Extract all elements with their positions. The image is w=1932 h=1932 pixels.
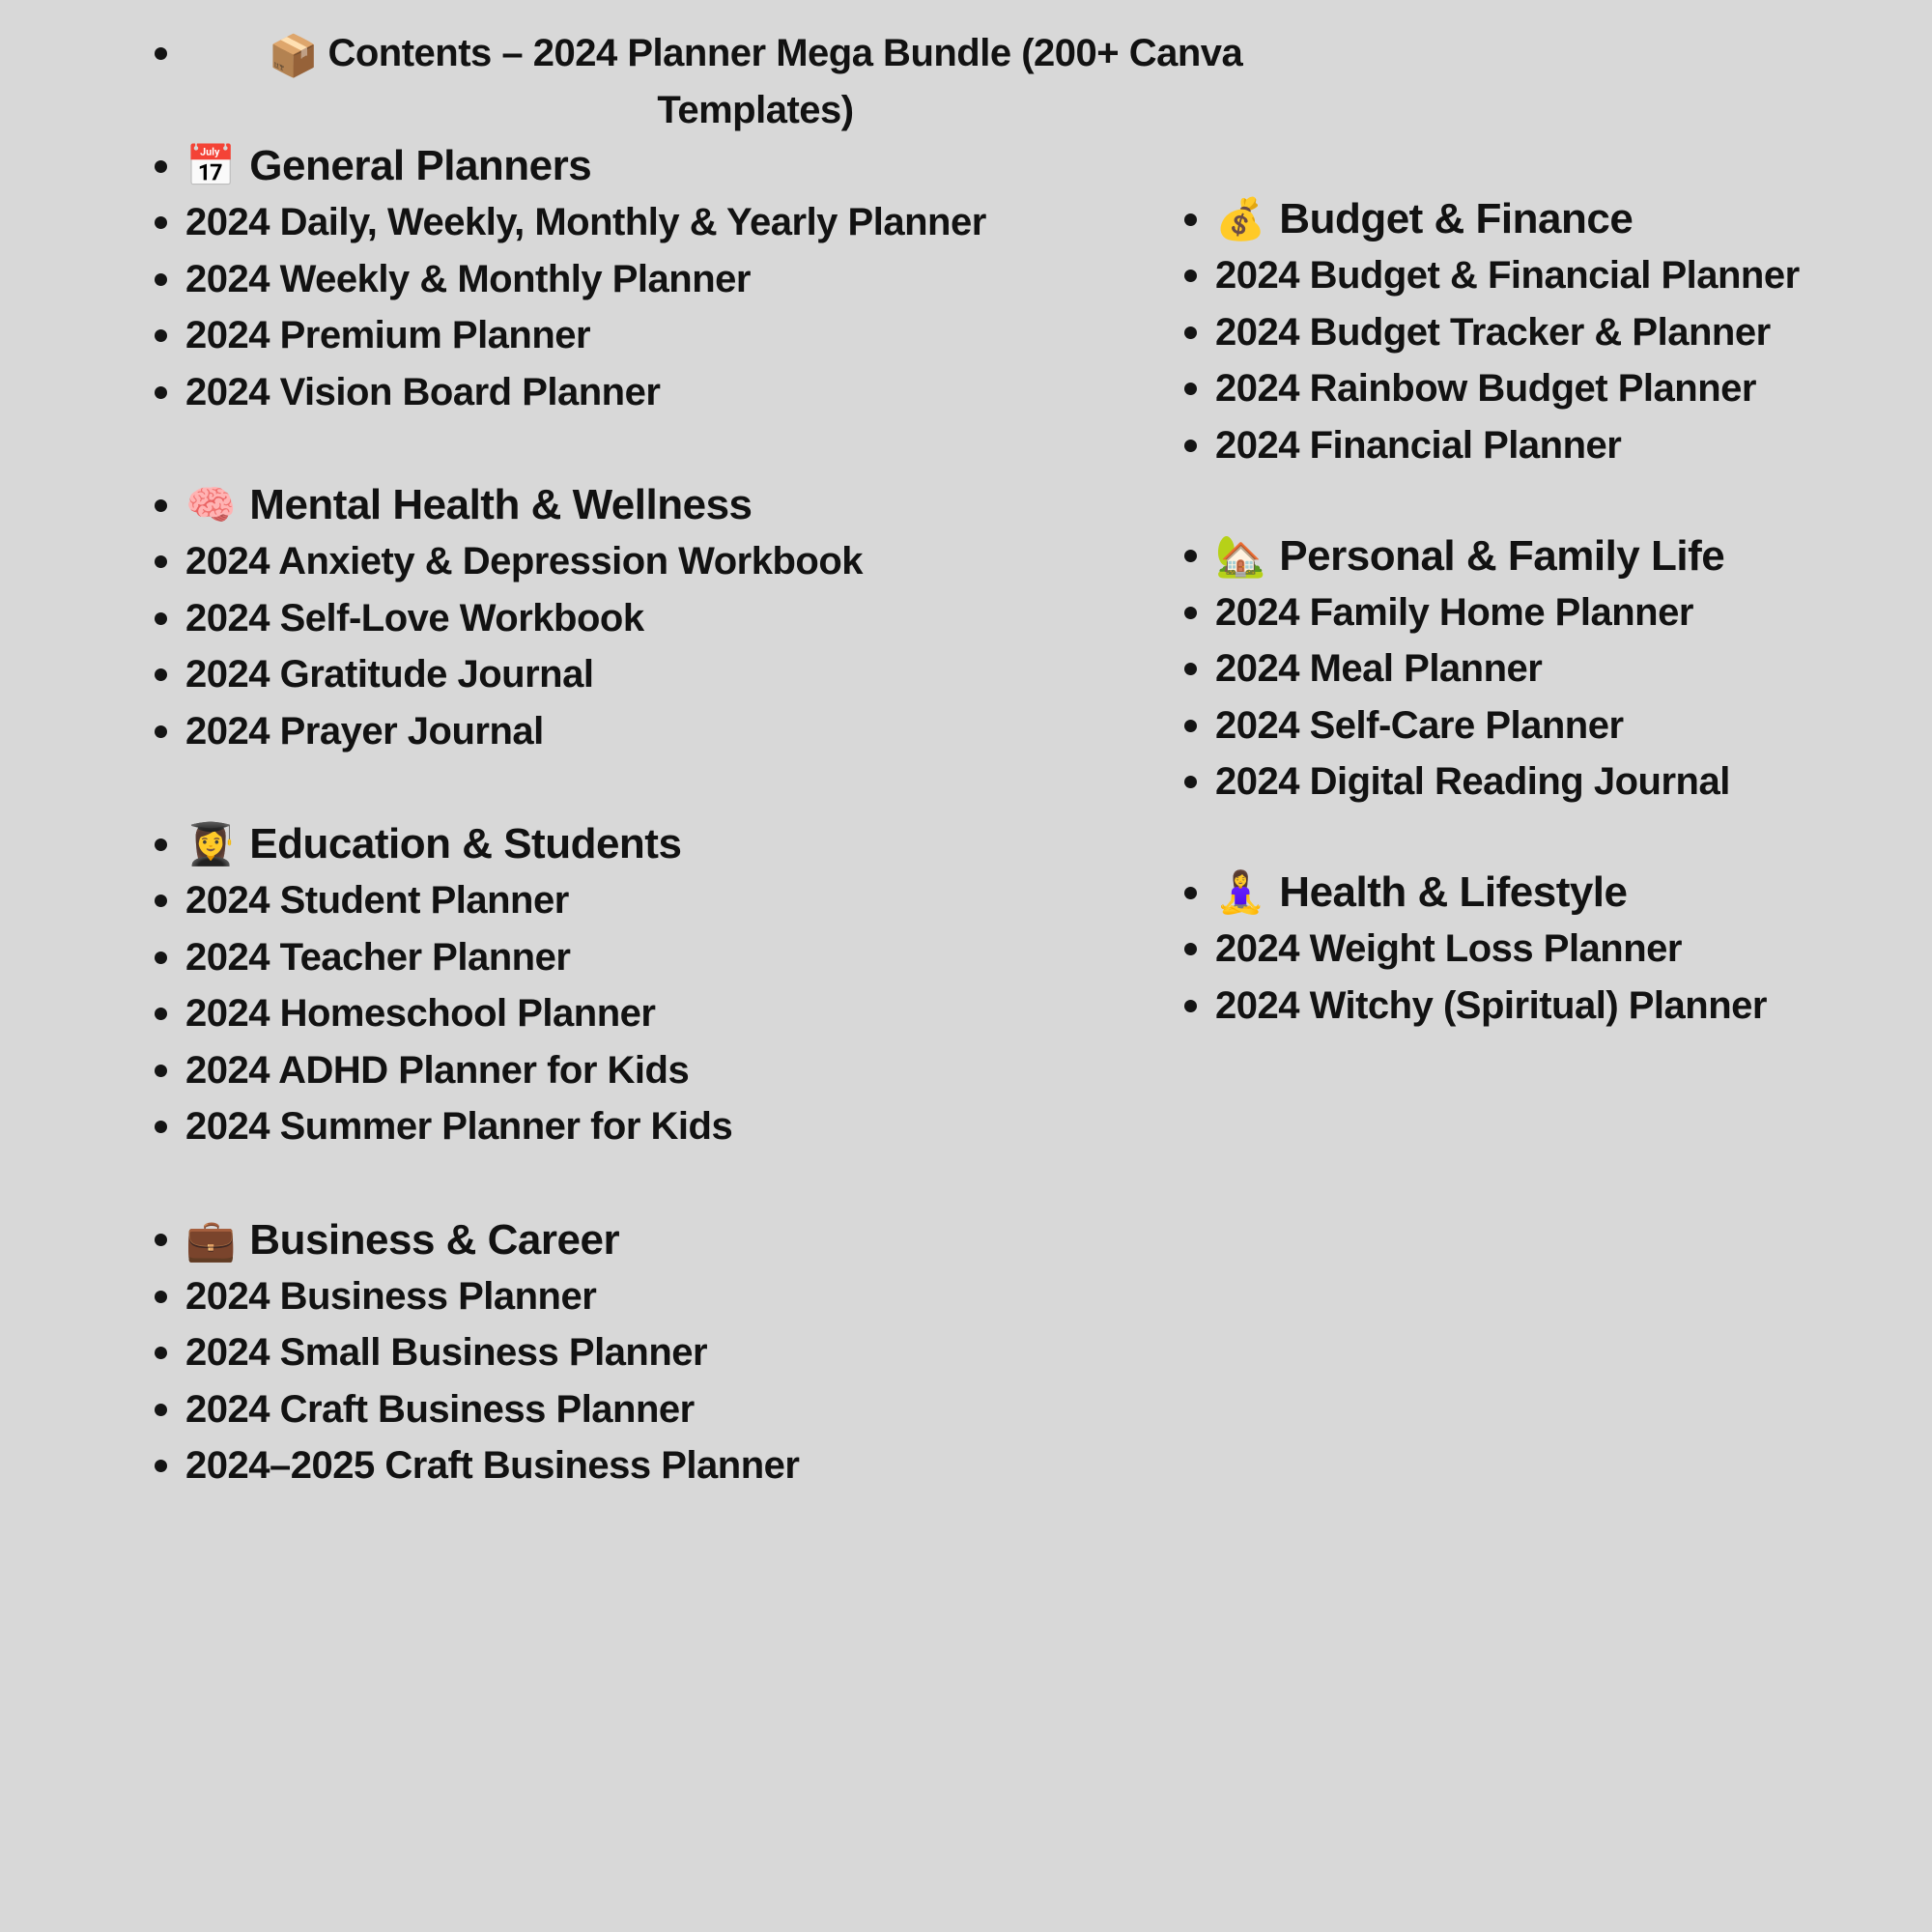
list-item xyxy=(1175,361,1928,418)
bullet-icon xyxy=(1184,550,1197,562)
bullet-icon xyxy=(155,1460,167,1472)
section-header-label: Budget & Finance xyxy=(1279,195,1634,243)
list-item xyxy=(1175,584,1928,641)
section-header xyxy=(145,1212,1362,1269)
bullet-icon xyxy=(1184,776,1197,788)
bullet-icon xyxy=(155,668,167,681)
section-business-career xyxy=(145,1212,1362,1495)
package-icon: 📦 xyxy=(268,33,319,78)
right-column xyxy=(1175,191,1928,1035)
list-item-label: 2024 Rainbow Budget Planner xyxy=(1215,367,1756,411)
list-item xyxy=(1175,304,1928,361)
list-item-label: 2024–2025 Craft Business Planner xyxy=(185,1444,800,1488)
briefcase-icon: 💼 xyxy=(185,1216,237,1263)
bullet-icon xyxy=(155,499,167,512)
bullet-icon xyxy=(155,160,167,173)
bullet-icon xyxy=(1184,440,1197,452)
list-item xyxy=(1175,754,1928,811)
list-item-label: 2024 Budget Tracker & Planner xyxy=(1215,310,1771,354)
bullet-icon xyxy=(155,273,167,286)
bullet-icon xyxy=(1184,943,1197,955)
list-item xyxy=(145,1099,1362,1156)
list-item-label: 2024 Gratitude Journal xyxy=(185,653,594,696)
list-item-label: 2024 Summer Planner for Kids xyxy=(185,1105,733,1149)
page-title-line-1 xyxy=(185,25,1325,82)
bullet-icon xyxy=(155,216,167,229)
bullet-icon xyxy=(155,1291,167,1303)
bullet-icon xyxy=(1184,887,1197,899)
bullet-icon xyxy=(155,1121,167,1133)
bullet-icon xyxy=(155,725,167,738)
bullet-icon xyxy=(155,1008,167,1020)
woman-student-icon: 👩‍🎓 xyxy=(185,821,237,867)
list-item-label: 2024 Budget & Financial Planner xyxy=(1215,254,1800,298)
list-item-label: 2024 Weekly & Monthly Planner xyxy=(185,257,751,300)
list-item-label: 2024 Weight Loss Planner xyxy=(1215,927,1682,971)
list-item-label: 2024 ADHD Planner for Kids xyxy=(185,1048,690,1092)
bullet-icon xyxy=(155,1347,167,1359)
bullet-icon xyxy=(1184,213,1197,226)
section-header-label: Mental Health & Wellness xyxy=(249,481,753,529)
list-item-label: 2024 Witchy (Spiritual) Planner xyxy=(1215,983,1767,1027)
list-item xyxy=(145,1042,1362,1099)
list-item xyxy=(1175,697,1928,754)
list-item xyxy=(145,1438,1362,1495)
list-item-label: 2024 Teacher Planner xyxy=(185,935,571,979)
list-item-label: 2024 Vision Board Planner xyxy=(185,370,661,413)
house-with-garden-icon: 🏡 xyxy=(1215,532,1266,579)
list-item-label: 2024 Financial Planner xyxy=(1215,423,1622,467)
section-budget-finance xyxy=(1175,191,1928,474)
list-item-label: 2024 Small Business Planner xyxy=(185,1331,708,1375)
page-title-text-1: Contents – 2024 Planner Mega Bundle (200+ Canva xyxy=(327,32,1243,74)
list-item xyxy=(145,1325,1362,1382)
bullet-icon xyxy=(1184,383,1197,395)
list-item-label: 2024 Premium Planner xyxy=(185,314,591,357)
section-personal-family-life xyxy=(1175,528,1928,811)
section-header-label: Health & Lifestyle xyxy=(1279,868,1628,917)
bullet-icon xyxy=(1184,270,1197,282)
list-item xyxy=(1175,978,1928,1035)
list-item-label: 2024 Daily, Weekly, Monthly & Yearly Planner xyxy=(185,201,986,244)
list-item-label: 2024 Homeschool Planner xyxy=(185,992,656,1036)
bullet-icon xyxy=(155,1404,167,1416)
section-header-label: General Planners xyxy=(249,142,592,190)
section-header xyxy=(1175,865,1928,922)
section-health-lifestyle xyxy=(1175,865,1928,1035)
bullet-icon xyxy=(1184,720,1197,732)
section-header xyxy=(1175,528,1928,585)
section-header-label: Personal & Family Life xyxy=(1279,531,1725,580)
section-header-label: Business & Career xyxy=(249,1215,620,1264)
bullet-icon xyxy=(155,1065,167,1077)
list-item xyxy=(145,1268,1362,1325)
bullet-icon xyxy=(1184,663,1197,675)
list-item-label: 2024 Digital Reading Journal xyxy=(1215,760,1730,804)
money-bag-icon: 💰 xyxy=(1215,196,1266,242)
list-item xyxy=(1175,922,1928,979)
bullet-icon xyxy=(155,612,167,625)
list-item-label: 2024 Family Home Planner xyxy=(1215,590,1693,634)
list-item xyxy=(1175,417,1928,474)
bullet-icon xyxy=(155,47,167,60)
section-header-label: Education & Students xyxy=(249,820,682,868)
woman-in-lotus-icon: 🧘‍♀️ xyxy=(1215,869,1266,916)
bullet-icon xyxy=(155,555,167,568)
bullet-icon xyxy=(155,838,167,851)
calendar-icon: 📅 xyxy=(185,143,237,189)
bullet-icon xyxy=(155,1234,167,1246)
bullet-icon xyxy=(155,952,167,964)
brain-icon: 🧠 xyxy=(185,482,237,528)
bullet-icon xyxy=(1184,1000,1197,1012)
list-item-label: 2024 Self-Love Workbook xyxy=(185,596,644,639)
list-item xyxy=(1175,248,1928,305)
list-item-label: 2024 Business Planner xyxy=(185,1274,597,1318)
bullet-icon xyxy=(1184,327,1197,339)
bullet-icon xyxy=(155,895,167,907)
section-header xyxy=(145,138,1362,195)
page-title xyxy=(185,25,1325,138)
bullet-icon xyxy=(1184,607,1197,619)
list-item-label: 2024 Student Planner xyxy=(185,879,569,923)
list-item-label: 2024 Craft Business Planner xyxy=(185,1387,695,1431)
list-item-label: 2024 Meal Planner xyxy=(1215,647,1543,691)
list-item xyxy=(145,1381,1362,1438)
section-header xyxy=(1175,191,1928,248)
bundle-title-row xyxy=(145,25,1362,138)
list-item-label: 2024 Anxiety & Depression Workbook xyxy=(185,540,864,583)
bullet-icon xyxy=(155,329,167,342)
bullet-icon xyxy=(155,386,167,399)
page-title-line-2: Templates) xyxy=(657,88,854,131)
list-item xyxy=(1175,641,1928,698)
list-item-label: 2024 Self-Care Planner xyxy=(1215,703,1624,747)
list-item-label: 2024 Prayer Journal xyxy=(185,709,544,753)
